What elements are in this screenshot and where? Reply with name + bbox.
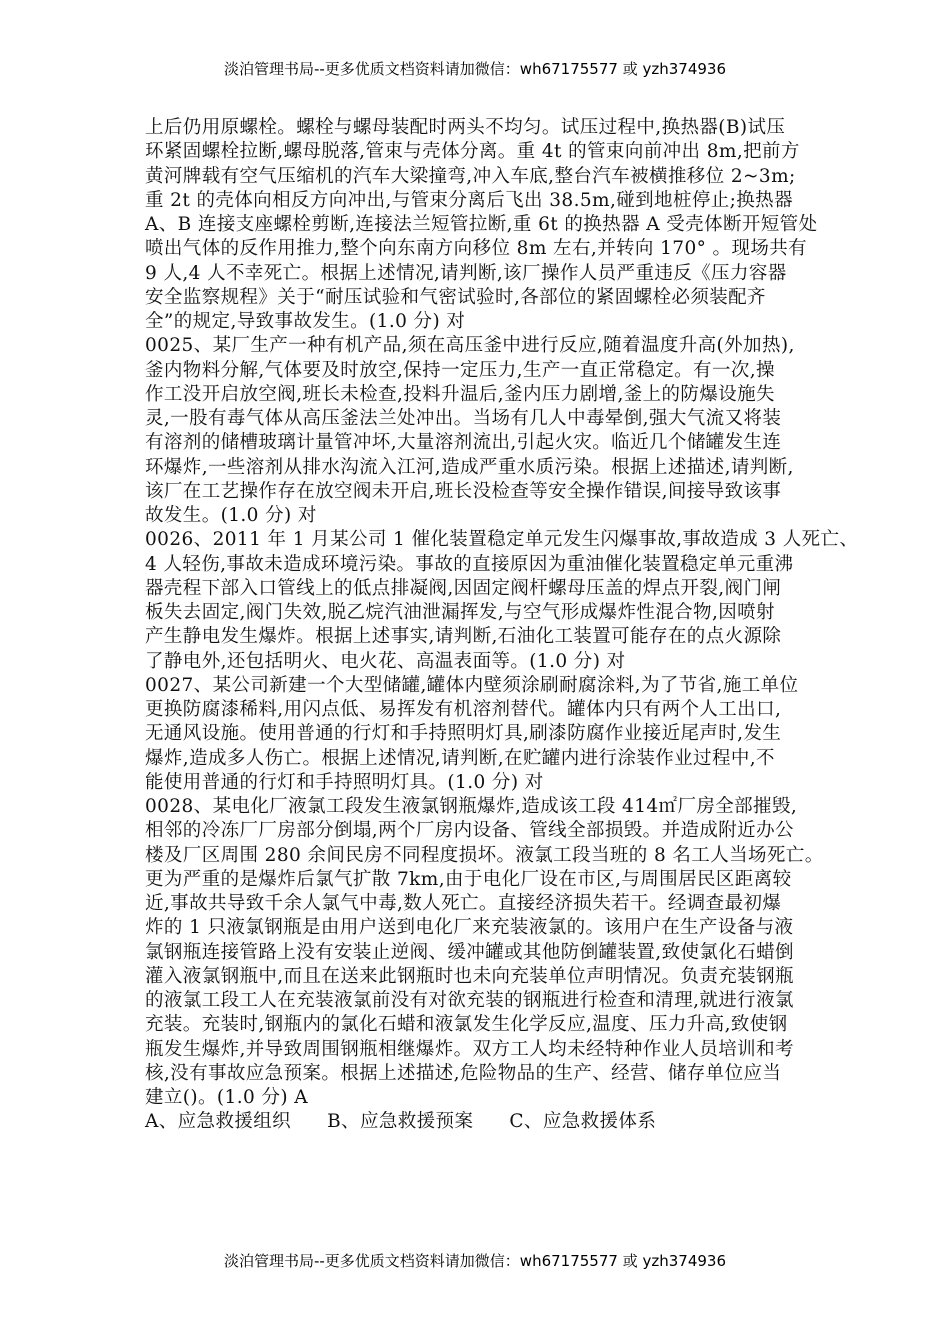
text-line: A、B 连接支座螺栓剪断,连接法兰短管拉断,重 6t 的换热器 A 受壳体断开短管处 [145, 214, 818, 235]
text-line: 充装。充装时,钢瓶内的氯化石蜡和液氯发生化学反应,温度、压力升高,致使钢 [145, 1014, 788, 1036]
text-line: 氯钢瓶连接管路上没有安装止逆阀、缓冲罐或其他防倒罐装置,致使氯化石蜡倒 [145, 941, 794, 963]
text-line: 建立()。(1.0 分) A [145, 1087, 309, 1108]
text-line: 9 人,4 人不幸死亡。根据上述情况,请判断,该厂操作人员严重违反《压力容器 [145, 262, 787, 284]
text-line: 环爆炸,一些溶剂从排水沟流入江河,造成严重水质污染。根据上述描述,请判断, [145, 456, 794, 478]
text-line: 0025、某厂生产一种有机产品,须在高压釜中进行反应,随着温度升高(外加热), [145, 335, 795, 357]
page-header: 淡泊管理书局--更多优质文档资料请加微信：wh67175577 或 yzh374936 [223, 60, 726, 78]
text-line: 作工没开启放空阀,班长未检查,投料升温后,釜内压力剧增,釜上的防爆设施失 [145, 383, 775, 405]
page-footer: 淡泊管理书局--更多优质文档资料请加微信：wh67175577 或 yzh374936 [223, 1252, 726, 1270]
option-c: C、应急救援体系 [509, 1111, 657, 1133]
text-line: 器壳程下部入口管线上的低点排凝阀,因固定阀杆螺母压盖的焊点开裂,阀门闸 [145, 577, 782, 599]
text-line: 喷出气体的反作用推力,整个向东南方向移位 8m 左右,并转向 170° 。现场共有 [145, 238, 808, 260]
text-line: 上后仍用原螺栓。螺栓与螺母装配时两头不均匀。试压过程中,换热器(B)试压 [145, 117, 786, 138]
text-line: 该厂在工艺操作存在放空阀未开启,班长没检查等安全操作错误,间接导致该事 [145, 480, 782, 502]
text-line: 板失去固定,阀门失效,脱乙烷汽油泄漏挥发,与空气形成爆炸性混合物,因喷射 [145, 602, 775, 623]
text-line: 产生静电发生爆炸。根据上述事实,请判断,石油化工装置可能存在的点火源除 [145, 626, 782, 648]
text-line: 更换防腐漆稀料,用闪点低、易挥发有机溶剂替代。罐体内只有两个人工出口, [145, 699, 782, 720]
text-line: 重 2t 的壳体向相反方向冲出,与管束分离后飞出 38.5m,碰到地桩停止;换热器 [145, 189, 793, 211]
text-line: 炸的 1 只液氯钢瓶是由用户送到电化厂来充装液氯的。该用户在生产设备与液 [145, 917, 794, 939]
text-line: 核,没有事故应急预案。根据上述描述,危险物品的生产、经营、储存单位应当 [145, 1062, 782, 1084]
text-line: 瓶发生爆炸,并导致周围钢瓶相继爆炸。双方工人均未经特种作业人员培训和考 [145, 1038, 794, 1060]
option-a: A、应急救援组织 [145, 1111, 292, 1133]
text-line: 故发生。(1.0 分) 对 [145, 505, 317, 526]
text-line: 0028、某电化厂液氯工段发生液氯钢瓶爆炸,造成该工段 414㎡厂房全部摧毁, [145, 796, 798, 817]
text-line: 环紧固螺栓拉断,螺母脱落,管束与壳体分离。重 4t 的管束向前冲出 8m,把前方 [145, 141, 800, 163]
text-line: 能使用普通的行灯和手持照明灯具。(1.0 分) 对 [145, 771, 544, 793]
text-line: 无通风设施。使用普通的行灯和手持照明灯具,刷漆防腐作业接近尾声时,发生 [145, 723, 782, 745]
text-line: 全”的规定,导致事故发生。(1.0 分) 对 [145, 311, 466, 332]
option-b: B、应急救援预案 [327, 1111, 474, 1133]
text-line: 安全监察规程》关于“耐压试验和气密试验时,各部位的紧固螺栓必须装配齐 [145, 286, 766, 308]
text-line: 近,事故共导致千余人氯气中毒,数人死亡。直接经济损失若干。经调查最初爆 [145, 893, 782, 914]
text-line: 灌入液氯钢瓶中,而且在送来此钢瓶时也未向充装单位声明情况。负责充装钢瓶 [145, 965, 794, 987]
answer-options [145, 1110, 825, 1134]
text-line: 的液氯工段工人在充装液氯前没有对欲充装的钢瓶进行检查和清理,就进行液氯 [145, 990, 794, 1011]
text-line: 0026、2011 年 1 月某公司 1 催化装置稳定单元发生闪爆事故,事故造成 3 人死亡、 [145, 529, 859, 551]
text-line: 更为严重的是爆炸后氯气扩散 7km,由于电化厂设在市区,与周围居民区距离较 [145, 868, 792, 890]
text-line: 4 人轻伤,事故未造成环境污染。事故的直接原因为重油催化装置稳定单元重沸 [145, 553, 794, 575]
text-line: 0027、某公司新建一个大型储罐,罐体内壁须涂刷耐腐涂料,为了节省,施工单位 [145, 674, 799, 696]
text-line: 相邻的冷冻厂厂房部分倒塌,两个厂房内设备、管线全部损毁。并造成附近办公 [145, 820, 794, 842]
text-line: 爆炸,造成多人伤亡。根据上述情况,请判断,在贮罐内进行涂装作业过程中,不 [145, 747, 775, 769]
text-line: 灵,一股有毒气体从高压釜法兰处冲出。当场有几人中毒晕倒,强大气流又将装 [145, 408, 782, 429]
text-line: 有溶剂的储槽玻璃计量管冲坏,大量溶剂流出,引起火灾。临近几个储罐发生连 [145, 432, 782, 454]
text-line: 楼及厂区周围 280 余间民房不同程度损坏。液氯工段当班的 8 名工人当场死亡。 [145, 844, 824, 866]
document-body [145, 116, 859, 1135]
text-line: 釜内物料分解,气体要及时放空,保持一定压力,生产一直正常稳定。有一次,操 [145, 359, 775, 381]
text-line: 了静电外,还包括明火、电火花、高温表面等。(1.0 分) 对 [145, 650, 626, 672]
text-line: 黄河牌载有空气压缩机的汽车大梁撞弯,冲入车底,整台汽车被横推移位 2~3m; [145, 165, 796, 187]
